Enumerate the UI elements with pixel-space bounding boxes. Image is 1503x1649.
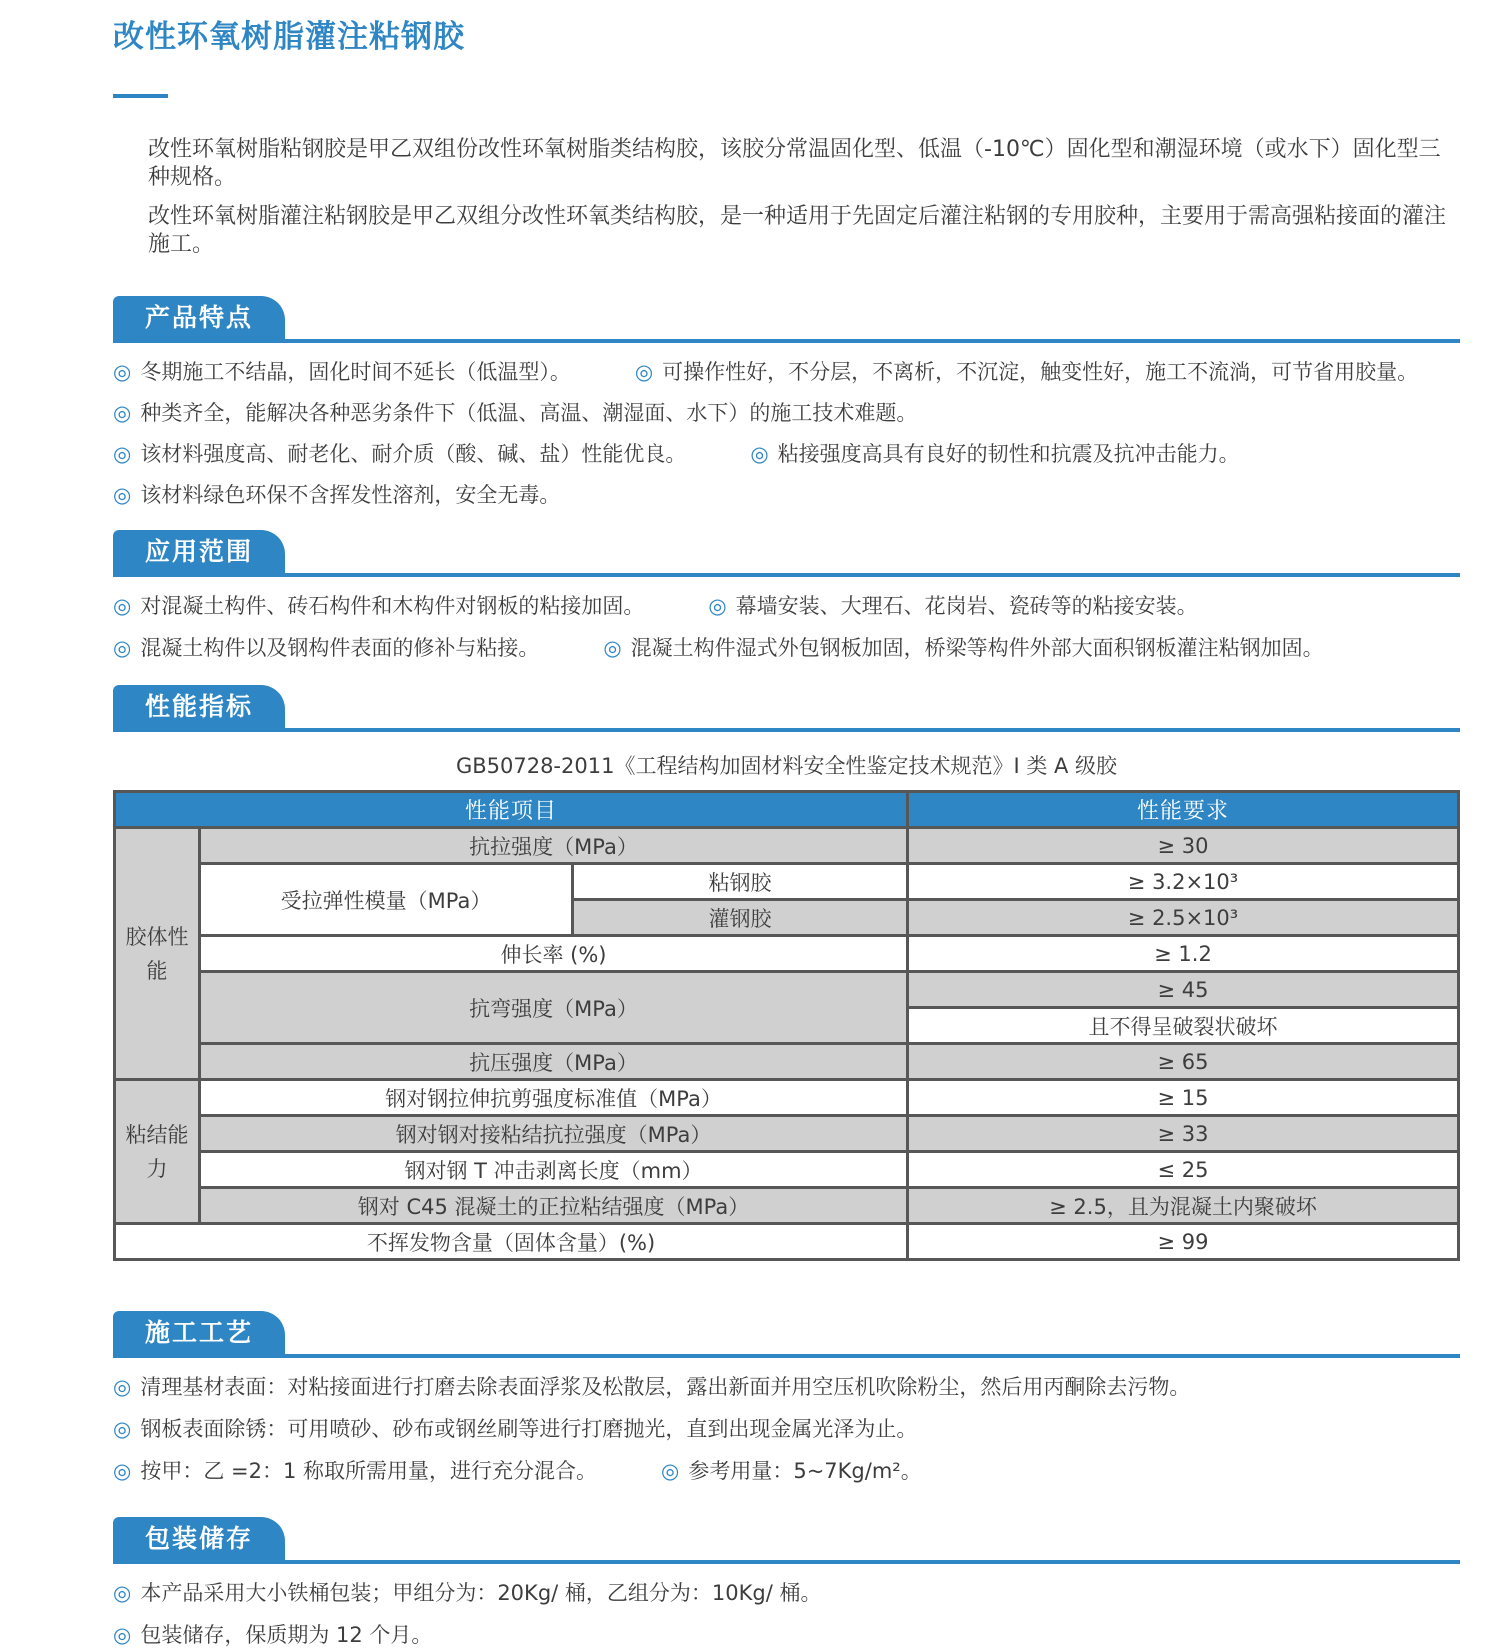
property-name: 抗弯强度（MPa） xyxy=(200,972,908,1044)
double-circle-bullet-icon: ◎ xyxy=(113,1459,132,1483)
bullet-text: 本产品采用大小铁桶包装；甲组分为：20Kg/ 桶，乙组分为：10Kg/ 桶。 xyxy=(140,1581,822,1605)
property-name: 抗压强度（MPa） xyxy=(200,1044,908,1080)
list-item xyxy=(113,481,560,509)
list-item xyxy=(113,358,571,386)
process-bullet-list xyxy=(113,1373,1460,1485)
section-process xyxy=(113,1311,1460,1485)
list-item xyxy=(603,634,1323,662)
list-item xyxy=(113,399,917,427)
table-row xyxy=(115,1080,1459,1116)
bullet-text: 钢板表面除锈：可用喷砂、砂布或钢丝刷等进行打磨抛光，直到出现金属光泽为止。 xyxy=(140,1417,918,1441)
bullet-text: 种类齐全，能解决各种恶劣条件下（低温、高温、潮湿面、水下）的施工技术难题。 xyxy=(140,401,918,425)
property-requirement: ≥ 33 xyxy=(908,1116,1459,1152)
double-circle-bullet-icon: ◎ xyxy=(113,360,132,384)
table-row xyxy=(115,864,1459,900)
table-row xyxy=(115,1224,1459,1260)
property-name: 受拉弹性模量（MPa） xyxy=(200,864,573,936)
property-name: 抗拉强度（MPa） xyxy=(200,828,908,864)
bullet-text: 可操作性好，不分层，不离析，不沉淀，触变性好，施工不流淌，可节省用胶量。 xyxy=(662,360,1419,384)
performance-table xyxy=(113,790,1460,1261)
section-packaging xyxy=(113,1517,1460,1649)
double-circle-bullet-icon: ◎ xyxy=(113,594,132,618)
list-item xyxy=(113,634,539,662)
bullet-text: 该材料强度高、耐老化、耐介质（酸、碱、盐）性能优良。 xyxy=(140,442,687,466)
intro-line: 改性环氧树脂灌注粘钢胶是甲乙双组分改性环氧类结构胶，是一种适用于先固定后灌注粘钢的专用胶种，主要用于需高强粘接面的灌注施工。 xyxy=(148,204,1447,257)
list-item xyxy=(708,592,1197,620)
intro-line: 改性环氧树脂粘钢胶是甲乙双组份改性环氧树脂类结构胶，该胶分常温固化型、低温（-10℃）固化型和潮湿环境（或水下）固化型三种规格。 xyxy=(148,137,1441,190)
property-requirement: ≥ 15 xyxy=(908,1080,1459,1116)
bullet-text: 对混凝土构件、砖石构件和木构件对钢板的粘接加固。 xyxy=(140,594,645,618)
table-header-row xyxy=(115,792,1459,828)
bullet-text: 包装储存，保质期为 12 个月。 xyxy=(140,1623,433,1647)
property-name: 不挥发物含量（固体含量）(%) xyxy=(115,1224,908,1260)
property-name: 钢对钢对接粘结抗拉强度（MPa） xyxy=(200,1116,908,1152)
bullet-text: 混凝土构件以及钢构件表面的修补与粘接。 xyxy=(140,636,540,660)
bullet-text: 混凝土构件湿式外包钢板加固，桥梁等构件外部大面积钢板灌注粘钢加固。 xyxy=(630,636,1324,660)
bullet-text: 幕墙安装、大理石、花岗岩、瓷砖等的粘接安装。 xyxy=(735,594,1198,618)
section-heading-rule xyxy=(113,296,1460,343)
double-circle-bullet-icon: ◎ xyxy=(603,636,622,660)
list-item xyxy=(661,1457,922,1485)
property-subname: 粘钢胶 xyxy=(573,864,908,900)
double-circle-bullet-icon: ◎ xyxy=(661,1459,680,1483)
section-heading-applications: 应用范围 xyxy=(113,530,285,573)
property-name: 钢对钢 T 冲击剥离长度（mm） xyxy=(200,1152,908,1188)
bullet-row xyxy=(113,1579,1460,1607)
intro-paragraphs xyxy=(113,136,1460,259)
list-item xyxy=(113,1373,1190,1401)
property-requirement: ≥ 65 xyxy=(908,1044,1459,1080)
property-requirement: ≥ 2.5，且为混凝土内聚破坏 xyxy=(908,1188,1459,1224)
section-heading-features: 产品特点 xyxy=(113,296,285,339)
table-row xyxy=(115,972,1459,1008)
group-label-colloid: 胶体性能 xyxy=(115,828,200,1080)
property-name: 钢对 C45 混凝土的正拉粘结强度（MPa） xyxy=(200,1188,908,1224)
double-circle-bullet-icon: ◎ xyxy=(113,1417,132,1441)
double-circle-bullet-icon: ◎ xyxy=(750,442,769,466)
property-requirement: ≥ 2.5×10³ xyxy=(908,900,1459,936)
section-heading-packaging: 包装储存 xyxy=(113,1517,285,1560)
bullet-row xyxy=(113,592,1460,620)
section-features xyxy=(113,296,1460,509)
list-item xyxy=(113,440,686,468)
section-heading-performance: 性能指标 xyxy=(113,685,285,728)
property-requirement: ≥ 1.2 xyxy=(908,936,1459,972)
bullet-row xyxy=(113,358,1460,386)
table-row xyxy=(115,828,1459,864)
applications-bullet-list xyxy=(113,592,1460,662)
table-row xyxy=(115,1116,1459,1152)
section-performance xyxy=(113,685,1460,1261)
double-circle-bullet-icon: ◎ xyxy=(634,360,654,384)
section-applications xyxy=(113,530,1460,662)
section-heading-process: 施工工艺 xyxy=(113,1311,285,1354)
column-header-requirement: 性能要求 xyxy=(908,792,1459,828)
property-subname: 灌钢胶 xyxy=(573,900,908,936)
table-row xyxy=(115,1188,1459,1224)
features-bullet-list xyxy=(113,358,1460,509)
double-circle-bullet-icon: ◎ xyxy=(113,636,132,660)
bullet-row xyxy=(113,1621,1460,1649)
list-item xyxy=(113,1415,917,1443)
column-header-item: 性能项目 xyxy=(115,792,908,828)
double-circle-bullet-icon: ◎ xyxy=(113,1581,132,1605)
list-item xyxy=(113,1579,821,1607)
property-requirement: ≥ 45 xyxy=(908,972,1459,1008)
bullet-row xyxy=(113,634,1460,662)
section-heading-rule xyxy=(113,1517,1460,1564)
bullet-row xyxy=(113,399,1460,427)
section-heading-rule xyxy=(113,530,1460,577)
page-title: 改性环氧树脂灌注粘钢胶 xyxy=(113,19,465,55)
list-item xyxy=(635,358,1418,386)
section-heading-rule xyxy=(113,685,1460,732)
property-name: 伸长率 (%) xyxy=(200,936,908,972)
double-circle-bullet-icon: ◎ xyxy=(113,1375,132,1399)
packaging-bullet-list xyxy=(113,1579,1460,1649)
bullet-row xyxy=(113,481,1460,509)
property-requirement: ≥ 99 xyxy=(908,1224,1459,1260)
property-name: 钢对钢拉伸抗剪强度标准值（MPa） xyxy=(200,1080,908,1116)
bullet-row xyxy=(113,440,1460,468)
list-item xyxy=(750,440,1239,468)
double-circle-bullet-icon: ◎ xyxy=(708,594,727,618)
table-row xyxy=(115,1044,1459,1080)
section-heading-rule xyxy=(113,1311,1460,1358)
list-item xyxy=(113,1621,432,1649)
bullet-text: 冬期施工不结晶，固化时间不延长（低温型）。 xyxy=(140,360,571,384)
double-circle-bullet-icon: ◎ xyxy=(113,442,132,466)
product-datasheet-page xyxy=(113,16,1460,1649)
property-requirement: ≤ 25 xyxy=(908,1152,1459,1188)
bullet-text: 按甲：乙 =2：1 称取所需用量，进行充分混合。 xyxy=(140,1459,597,1483)
bullet-text: 清理基材表面：对粘接面进行打磨去除表面浮浆及松散层，露出新面并用空压机吹除粉尘，然后用丙酮除去污物。 xyxy=(140,1375,1191,1399)
bullet-row xyxy=(113,1373,1460,1401)
property-requirement: ≥ 3.2×10³ xyxy=(908,864,1459,900)
double-circle-bullet-icon: ◎ xyxy=(113,401,132,425)
title-underline-dash xyxy=(113,94,168,98)
list-item xyxy=(113,1457,597,1485)
double-circle-bullet-icon: ◎ xyxy=(113,1623,132,1647)
bullet-row xyxy=(113,1457,1460,1485)
bullet-row xyxy=(113,1415,1460,1443)
bullet-text: 参考用量：5~7Kg/m²。 xyxy=(688,1459,922,1483)
double-circle-bullet-icon: ◎ xyxy=(113,483,132,507)
table-row xyxy=(115,1152,1459,1188)
table-row xyxy=(115,936,1459,972)
bullet-text: 粘接强度高具有良好的韧性和抗震及抗冲击能力。 xyxy=(777,442,1240,466)
performance-table-caption: GB50728-2011《工程结构加固材料安全性鉴定技术规范》I 类 A 级胶 xyxy=(455,754,1118,778)
group-label-bonding: 粘结能力 xyxy=(115,1080,200,1224)
list-item xyxy=(113,592,644,620)
property-requirement: ≥ 30 xyxy=(908,828,1459,864)
property-requirement: 且不得呈破裂状破坏 xyxy=(908,1008,1459,1044)
bullet-text: 该材料绿色环保不含挥发性溶剂，安全无毒。 xyxy=(140,483,561,507)
